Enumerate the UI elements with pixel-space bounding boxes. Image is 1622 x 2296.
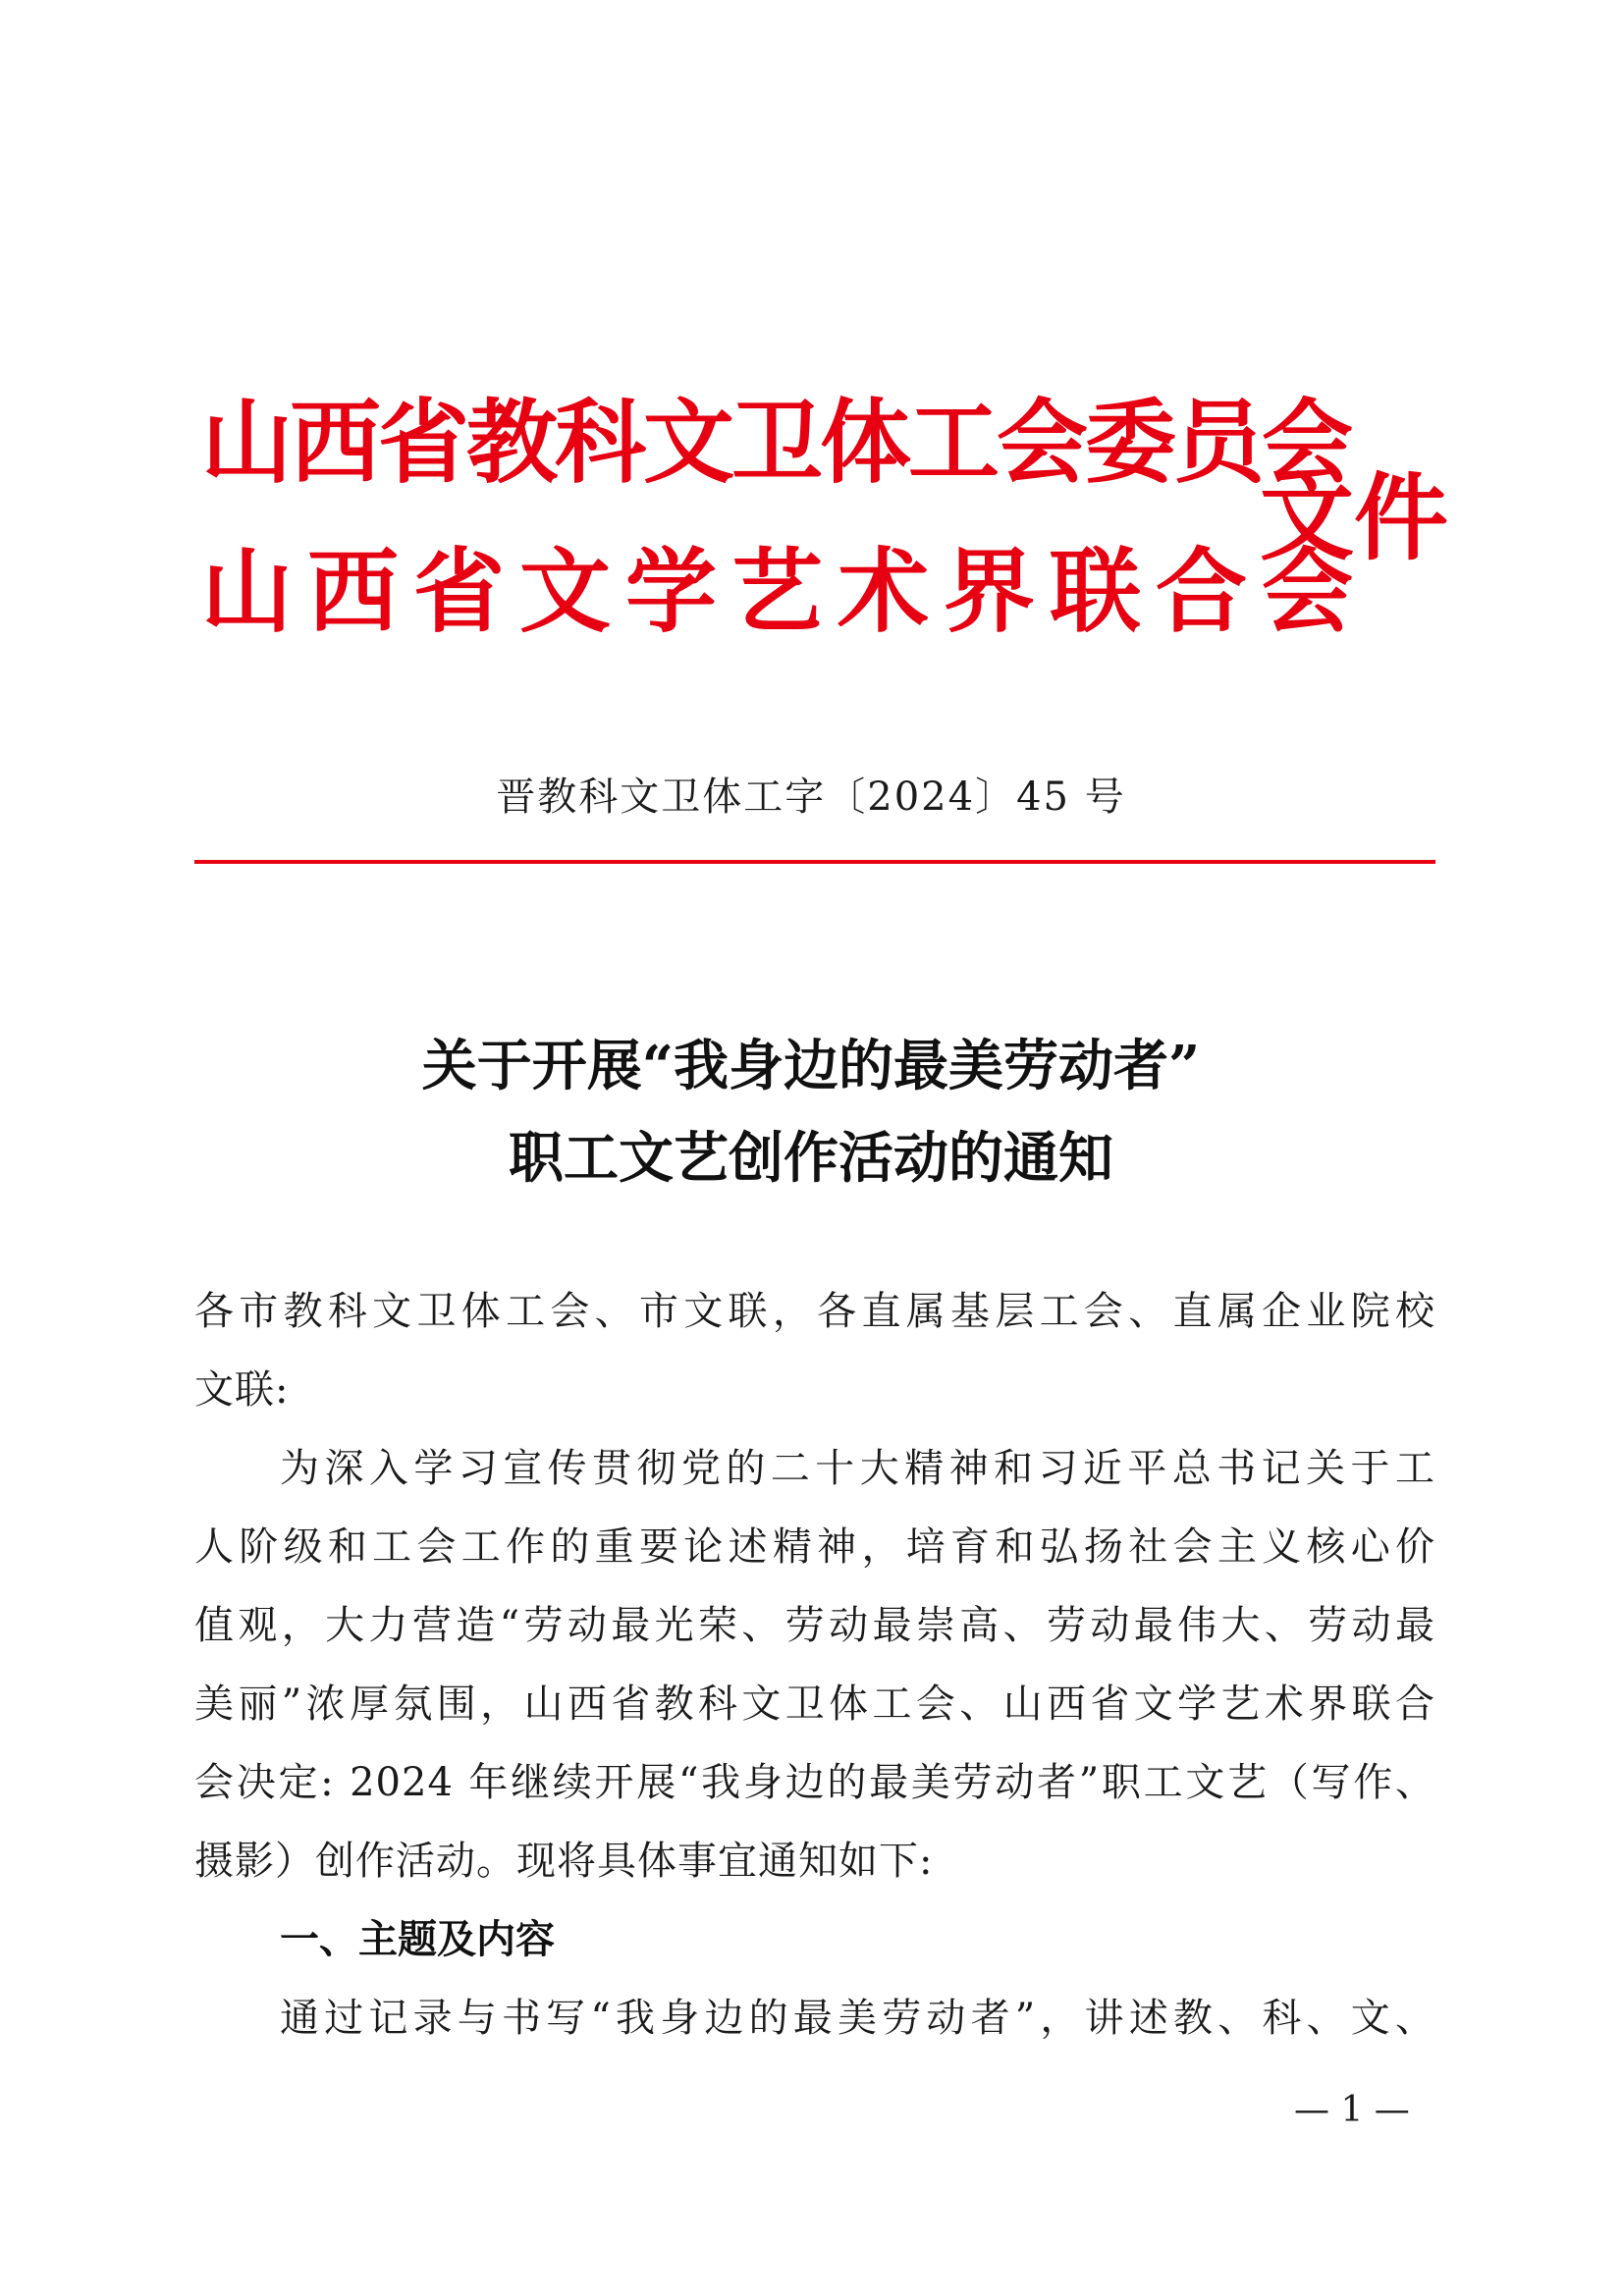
paragraph-1-line-2: 人阶级和工会工作的重要论述精神，培育和弘扬社会主义核心价 [194, 1524, 1435, 1570]
paragraph-1-line-3: 值观，大力营造“劳动最光荣、劳动最崇高、劳动最伟大、劳动最 [194, 1603, 1435, 1648]
issuer-line-1: 山西省教科文卫体工会委员会 [201, 389, 1350, 496]
salutation-line-1: 各市教科文卫体工会、市文联，各直属基层工会、直属企业院校 [194, 1289, 1435, 1334]
document-number: 晋教科文卫体工字〔2024〕45 号 [496, 774, 1126, 820]
page-number: — 1 — [1294, 2090, 1410, 2130]
paragraph-1-line-1: 为深入学习宣传贯彻党的二十大精神和习近平总书记关于工 [280, 1446, 1435, 1491]
paragraph-1-line-4: 美丽”浓厚氛围，山西省教科文卫体工会、山西省文学艺术界联合 [194, 1682, 1435, 1727]
section-1-line-1: 通过记录与书写“我身边的最美劳动者”，讲述教、科、文、 [280, 1996, 1435, 2041]
salutation-line-2: 文联: [194, 1367, 290, 1413]
paragraph-1-line-5: 会决定: 2024 年继续开展“我身边的最美劳动者”职工文艺（写作、 [194, 1760, 1435, 1805]
section-1-heading: 一、主题及内容 [280, 1917, 555, 1962]
document-title-line-1: 关于开展“我身边的最美劳动者” [421, 1034, 1201, 1098]
red-separator-rule [194, 860, 1435, 864]
issuer-line-2: 山西省文学艺术界联合会 [201, 538, 1368, 645]
paragraph-1-line-6: 摄影）创作活动。现将具体事宜通知如下: [194, 1839, 934, 1884]
document-type: 文件 [1260, 462, 1448, 573]
document-title-line-2: 职工文艺创作活动的通知 [509, 1126, 1113, 1191]
